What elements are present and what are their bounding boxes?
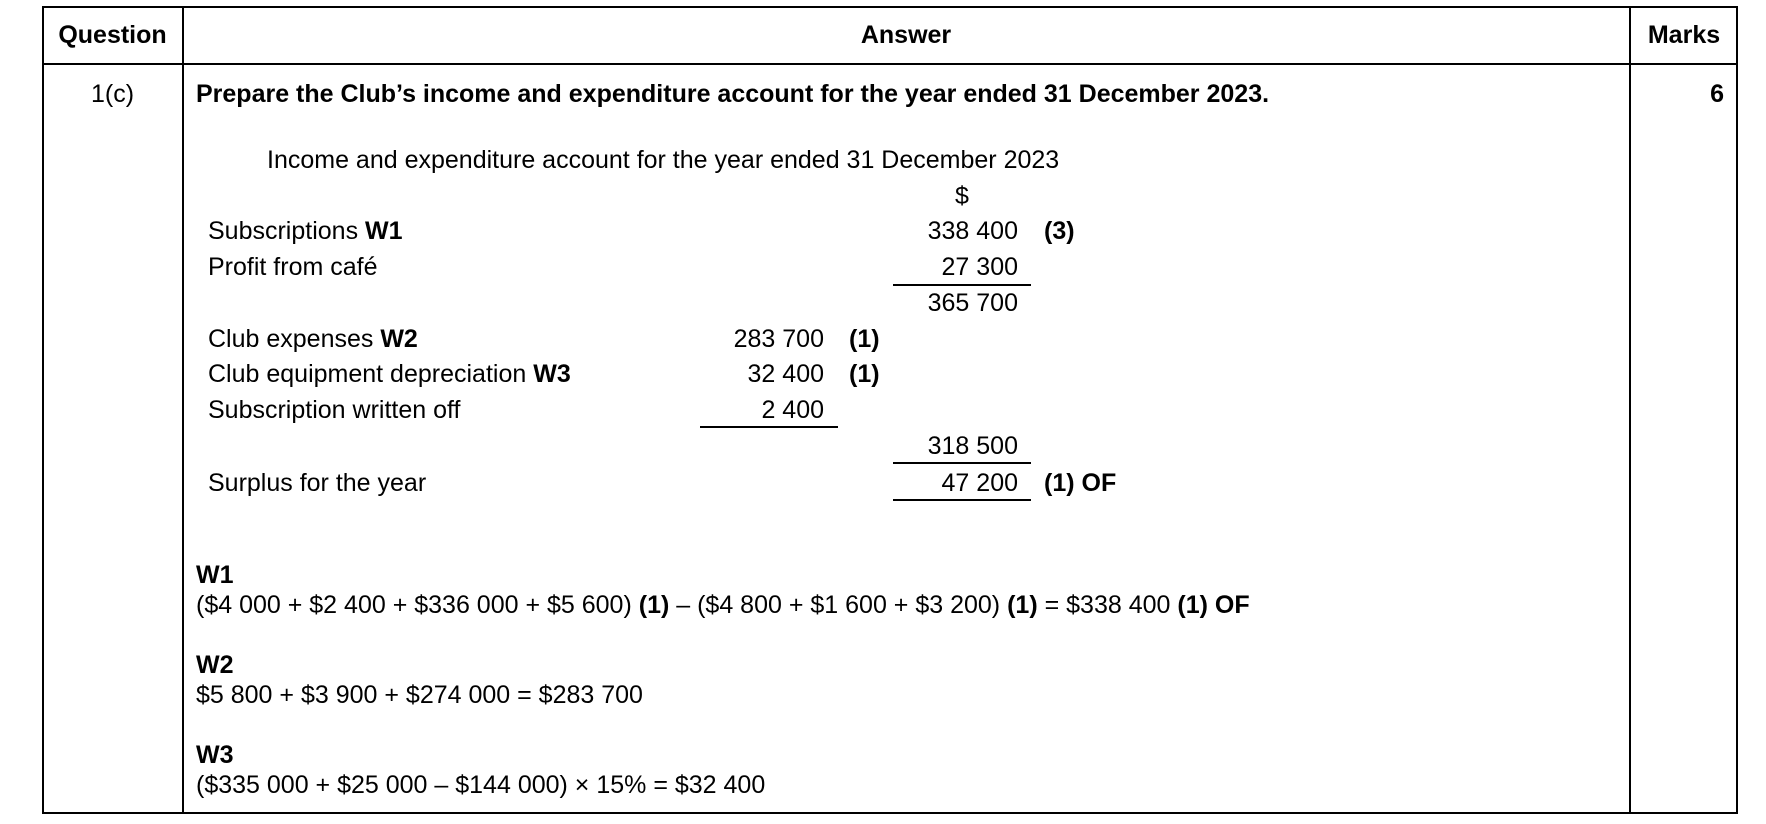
working-ref: W2 bbox=[380, 325, 418, 353]
column-divider-question bbox=[182, 6, 184, 814]
income-subtotal-rule bbox=[893, 284, 1031, 286]
w1-mark: (1) bbox=[638, 591, 670, 619]
expense-line-label bbox=[208, 398, 460, 423]
account-title: Income and expenditure account for the year ended 31 December 2023 bbox=[267, 146, 1060, 174]
expenses-total-rule bbox=[893, 462, 1031, 464]
expense-line-label bbox=[208, 327, 418, 352]
header-question: Question bbox=[58, 21, 167, 49]
currency-header: $ bbox=[955, 182, 969, 210]
expense-mark: (1) bbox=[849, 325, 880, 353]
w1-part: – ($4 800 + $1 600 + $3 200) bbox=[669, 591, 1008, 619]
question-number: 1(c) bbox=[90, 80, 135, 108]
marks-value: 6 bbox=[1710, 80, 1724, 108]
working-ref: W1 bbox=[365, 217, 403, 245]
expense-label: Club expenses bbox=[208, 325, 381, 353]
surplus-mark: (1) OF bbox=[1044, 469, 1117, 497]
income-amount: 338 400 bbox=[927, 217, 1018, 245]
expense-line-label bbox=[208, 362, 571, 387]
expense-amount: 32 400 bbox=[747, 360, 824, 388]
expense-mark: (1) bbox=[849, 360, 880, 388]
working-w1-formula bbox=[196, 593, 1250, 618]
expense-label: Subscription written off bbox=[208, 396, 461, 424]
income-mark: (3) bbox=[1044, 217, 1075, 245]
income-label: Subscriptions bbox=[208, 217, 366, 245]
working-w2-formula: $5 800 + $3 900 + $274 000 = $283 700 bbox=[196, 681, 643, 709]
w1-part: = $338 400 bbox=[1037, 591, 1178, 619]
income-amount: 27 300 bbox=[941, 253, 1018, 281]
total-expenses: 318 500 bbox=[927, 432, 1018, 460]
question-prompt: Prepare the Club’s income and expenditure account for the year ended 31 December 2023. bbox=[196, 80, 1270, 108]
expense-subtotal-rule bbox=[700, 426, 838, 428]
surplus-amount: 47 200 bbox=[941, 469, 1018, 497]
w1-mark: (1) bbox=[1007, 591, 1038, 619]
expense-label: Club equipment depreciation bbox=[208, 360, 534, 388]
working-w1-title: W1 bbox=[196, 561, 234, 589]
working-w3-formula: ($335 000 + $25 000 – $144 000) × 15% = $32 400 bbox=[196, 771, 766, 799]
header-answer: Answer bbox=[860, 21, 952, 49]
income-line-label bbox=[208, 255, 378, 280]
surplus-label: Surplus for the year bbox=[208, 469, 427, 497]
column-divider-marks bbox=[1629, 6, 1631, 814]
total-income: 365 700 bbox=[927, 289, 1018, 317]
header-marks: Marks bbox=[1647, 21, 1721, 49]
income-label: Profit from café bbox=[208, 253, 378, 281]
w1-mark: (1) OF bbox=[1177, 591, 1250, 619]
w1-part: ($4 000 + $2 400 + $336 000 + $5 600) bbox=[196, 591, 639, 619]
header-divider bbox=[42, 63, 1738, 65]
working-w2-title: W2 bbox=[196, 651, 234, 679]
income-line-label bbox=[208, 219, 403, 244]
surplus-rule bbox=[893, 499, 1031, 501]
working-ref: W3 bbox=[533, 360, 571, 388]
expense-amount: 2 400 bbox=[761, 396, 824, 424]
expense-amount: 283 700 bbox=[733, 325, 824, 353]
working-w3-title: W3 bbox=[196, 741, 234, 769]
